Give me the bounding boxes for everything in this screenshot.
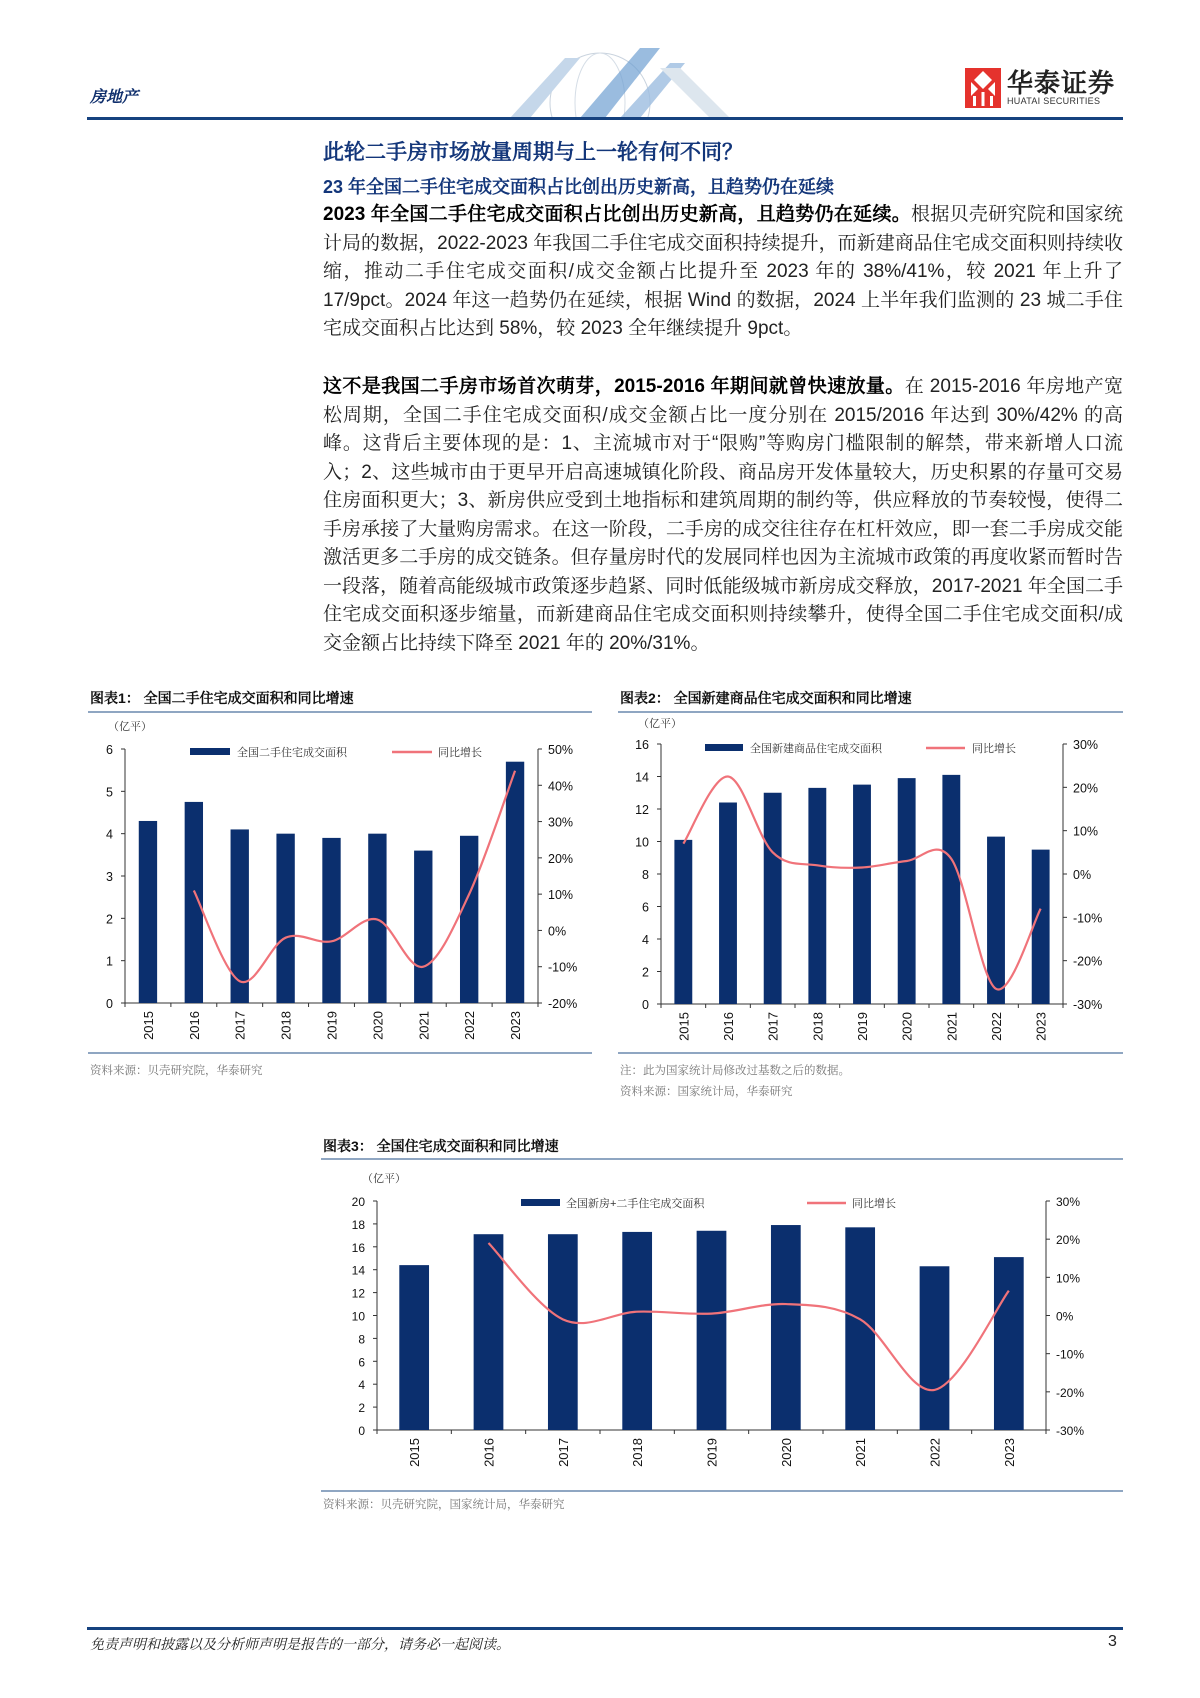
right-tick-label: -20% [1073,954,1103,969]
x-tick-label: 2019 [855,1012,870,1041]
right-tick-label: 30% [1056,1195,1081,1209]
legend-bar-label: 全国新房+二手住宅成交面积 [566,1198,705,1210]
left-tick-label: 12 [635,803,649,817]
x-tick-label: 2023 [1001,1438,1017,1467]
x-tick-label: 2019 [704,1438,720,1467]
legend-line-label: 同比增长 [972,743,1016,755]
logo-english-name: HUATAI SECURITIES [1007,96,1101,106]
left-tick-label: 6 [358,1355,365,1370]
bar-2020 [898,778,916,1004]
right-tick-label: -10% [1056,1347,1085,1362]
x-tick-label: 2020 [899,1012,915,1041]
x-tick-label: 2020 [370,1011,386,1040]
bar-2017 [231,829,249,1003]
left-tick-label: 10 [351,1309,365,1324]
legend-line-label: 同比增长 [852,1198,896,1210]
section-subtitle: 23 年全国二手住宅成交面积占比创出历史新高，且趋势仍在延续 [323,177,835,197]
left-tick-label: 14 [351,1263,365,1278]
x-tick-label: 2022 [462,1011,478,1040]
bar-2016 [185,802,203,1003]
left-tick-label: 4 [642,933,649,947]
x-tick-label: 2021 [416,1011,432,1040]
x-tick-label: 2018 [630,1438,646,1467]
chart-2-title: 图表2： 全国新建商品住宅成交面积和同比增速 [620,690,912,706]
right-tick-label: -30% [1056,1424,1085,1438]
bar-2019 [697,1231,727,1430]
chart-3-title: 图表3： 全国住宅成交面积和同比增速 [323,1138,559,1154]
legend-bar-label: 全国二手住宅成交面积 [237,747,347,759]
x-tick-label: 2017 [765,1012,781,1041]
left-tick-label: 3 [106,870,113,884]
left-tick-label: 0 [106,997,113,1011]
left-tick-label: 1 [106,954,113,969]
bar-2022 [920,1266,950,1430]
bar-2023 [506,762,524,1003]
bar-2015 [139,821,157,1003]
legend-line-label: 同比增长 [438,747,482,759]
bar-2020 [771,1225,801,1430]
logo-chinese-name: 华泰证券 [1007,68,1116,98]
left-tick-label: 4 [106,827,113,842]
chart-2 [635,717,1102,1041]
bar-2018 [808,788,826,1004]
section-title: 此轮二手房市场放量周期与上一轮有何不同？ [323,141,743,164]
left-tick-label: 12 [351,1286,365,1301]
bar-2015 [674,840,692,1004]
chart-1 [106,720,577,1040]
bar-2021 [942,775,960,1004]
right-tick-label: 30% [548,815,574,830]
x-tick-label: 2018 [810,1012,826,1041]
right-tick-label: 0% [1056,1309,1074,1324]
right-tick-label: -20% [1056,1385,1085,1400]
left-tick-label: 16 [351,1240,365,1255]
unit-label: （亿平） [362,1173,406,1185]
right-tick-label: 30% [1073,738,1099,752]
x-tick-label: 2021 [944,1012,960,1041]
x-tick-label: 2015 [676,1012,692,1041]
bar-2017 [548,1234,578,1430]
unit-label: （亿平） [638,718,682,730]
bar-2022 [460,836,478,1003]
left-tick-label: 10 [635,835,649,850]
bar-2023 [994,1257,1024,1430]
x-tick-label: 2017 [555,1438,571,1467]
right-tick-label: 10% [548,888,574,903]
disclaimer: 免责声明和披露以及分析师声明是报告的一部分，请务必一起阅读。 [90,1636,510,1652]
bar-2016 [474,1234,504,1430]
chart-2-source: 资料来源：国家统计局，华泰研究 [620,1086,793,1098]
left-tick-label: 5 [106,785,113,800]
x-tick-label: 2022 [989,1012,1004,1041]
right-tick-label: 40% [548,779,574,794]
x-tick-label: 2016 [481,1438,497,1467]
x-tick-label: 2018 [278,1011,294,1040]
bar-2021 [414,851,432,1003]
right-tick-label: 0% [548,924,567,939]
right-tick-label: 20% [1056,1233,1081,1248]
right-tick-label: -20% [548,997,578,1011]
left-tick-label: 18 [351,1217,365,1232]
x-tick-label: 2023 [508,1011,524,1040]
left-tick-label: 0 [642,998,649,1012]
right-tick-label: 20% [1073,781,1099,796]
left-tick-label: 2 [642,965,649,980]
bar-2019 [322,838,340,1003]
left-tick-label: 2 [106,912,113,927]
bar-2017 [764,793,782,1004]
paragraph-1-lead: 2023 年全国二手住宅成交面积占比创出历史新高，且趋势仍在延续。 [323,204,912,225]
page-number: 3 [1108,1633,1117,1650]
x-tick-label: 2022 [927,1438,943,1467]
legend-bar-swatch [521,1199,560,1206]
left-tick-label: 0 [358,1424,365,1438]
legend-bar-swatch [190,748,230,755]
footer-rule [87,1627,1123,1630]
x-tick-label: 2023 [1033,1012,1049,1041]
left-tick-label: 4 [358,1378,365,1393]
left-tick-label: 14 [635,770,649,785]
right-tick-label: -30% [1073,998,1103,1012]
bar-2019 [853,785,871,1004]
x-tick-label: 2015 [140,1011,156,1040]
x-tick-label: 2016 [721,1012,736,1041]
right-tick-label: 50% [548,743,574,757]
x-tick-label: 2019 [324,1011,340,1040]
left-tick-label: 6 [106,743,113,757]
right-tick-label: 10% [1056,1271,1081,1286]
left-tick-label: 6 [642,900,649,915]
paragraph-2-lead: 这不是我国二手房市场首次萌芽，2015-2016 年期间就曾快速放量。 [323,376,905,397]
legend-bar-swatch [705,744,743,751]
chart-1-title: 图表1： 全国二手住宅成交面积和同比增速 [90,690,354,706]
left-tick-label: 2 [358,1401,365,1416]
sector-label: 房地产 [90,89,139,106]
paragraph-1-body: 根据贝壳研究院和国家统计局的数据，2022-2023 年我国二手住宅成交面积持续提升，而新建商品住宅成交面积则持续收缩，推动二手住宅成交面积/成交金额占比提升至 2023 年的 38%/41%，较 2021 年上升了 17/9pct。2024 年这一趋势仍在延续，根据 Wind 的数据，2024 上半年我们监测的 23 城二手住宅成交面积占比达到 58%，较 2023 全年继续提升 9pct。 [323,204,1123,339]
bar-2018 [622,1232,652,1430]
x-tick-label: 2017 [232,1011,248,1040]
x-tick-label: 2021 [853,1438,869,1467]
x-tick-label: 2015 [407,1438,423,1467]
right-tick-label: 0% [1073,868,1092,882]
right-tick-label: 20% [548,851,574,866]
x-tick-label: 2016 [186,1011,202,1040]
chart-3-source: 资料来源：贝壳研究院，国家统计局，华泰研究 [323,1499,565,1511]
right-tick-label: -10% [1073,911,1103,926]
left-tick-label: 8 [358,1332,365,1347]
right-tick-label: 10% [1073,824,1099,839]
chart-2-note: 注：此为国家统计局修改过基数之后的数据。 [620,1065,850,1077]
paragraph-2-body: 在 2015-2016 年房地产宽松周期，全国二手住宅成交面积/成交金额占比一度分别在 2015/2016 年达到 30%/42% 的高峰。这背后主要体现的是：1、主流城市对于“限购”等购房门槛限制的解禁，带来新增人口流入；2、这些城市由于更早开启高速城镇化阶段、商品房开发体量较大，历史积累的存量可交易住房面积更大；3、新房供应受到土地指标和建筑周期的制约等，供应释放的节奏较慢，使得二手房承接了大量购房需求。在这一阶段，二手房的成交往往存在杠杆效应，即一套二手房成交能激活更多二手房的成交链条。但存量房时代的发展同样也因为主流城市政策的再度收紧而暂时告一段落，随着高能级城市政策逐步趋紧、同时低能级城市新房成交释放，2017-2021 年全国二手住宅成交面积逐步缩量，而新建商品住宅成交面积则持续攀升，使得全国二手住宅成交面积/成交金额占比持续下降至 2021 年的 20%/31%。 [323,376,1123,654]
left-tick-label: 20 [351,1195,365,1209]
left-tick-label: 8 [642,868,649,882]
x-tick-label: 2020 [778,1438,794,1467]
bar-2023 [1032,850,1050,1004]
legend-bar-label: 全国新建商品住宅成交面积 [750,743,882,755]
bar-2016 [719,803,737,1005]
chart-1-source: 资料来源：贝壳研究院，华泰研究 [90,1065,263,1077]
left-tick-label: 16 [635,738,649,752]
bar-2018 [276,834,294,1003]
unit-label: （亿平） [108,721,152,733]
chart-3 [352,1172,1085,1467]
right-tick-label: -10% [548,960,578,975]
bar-2015 [399,1265,429,1430]
